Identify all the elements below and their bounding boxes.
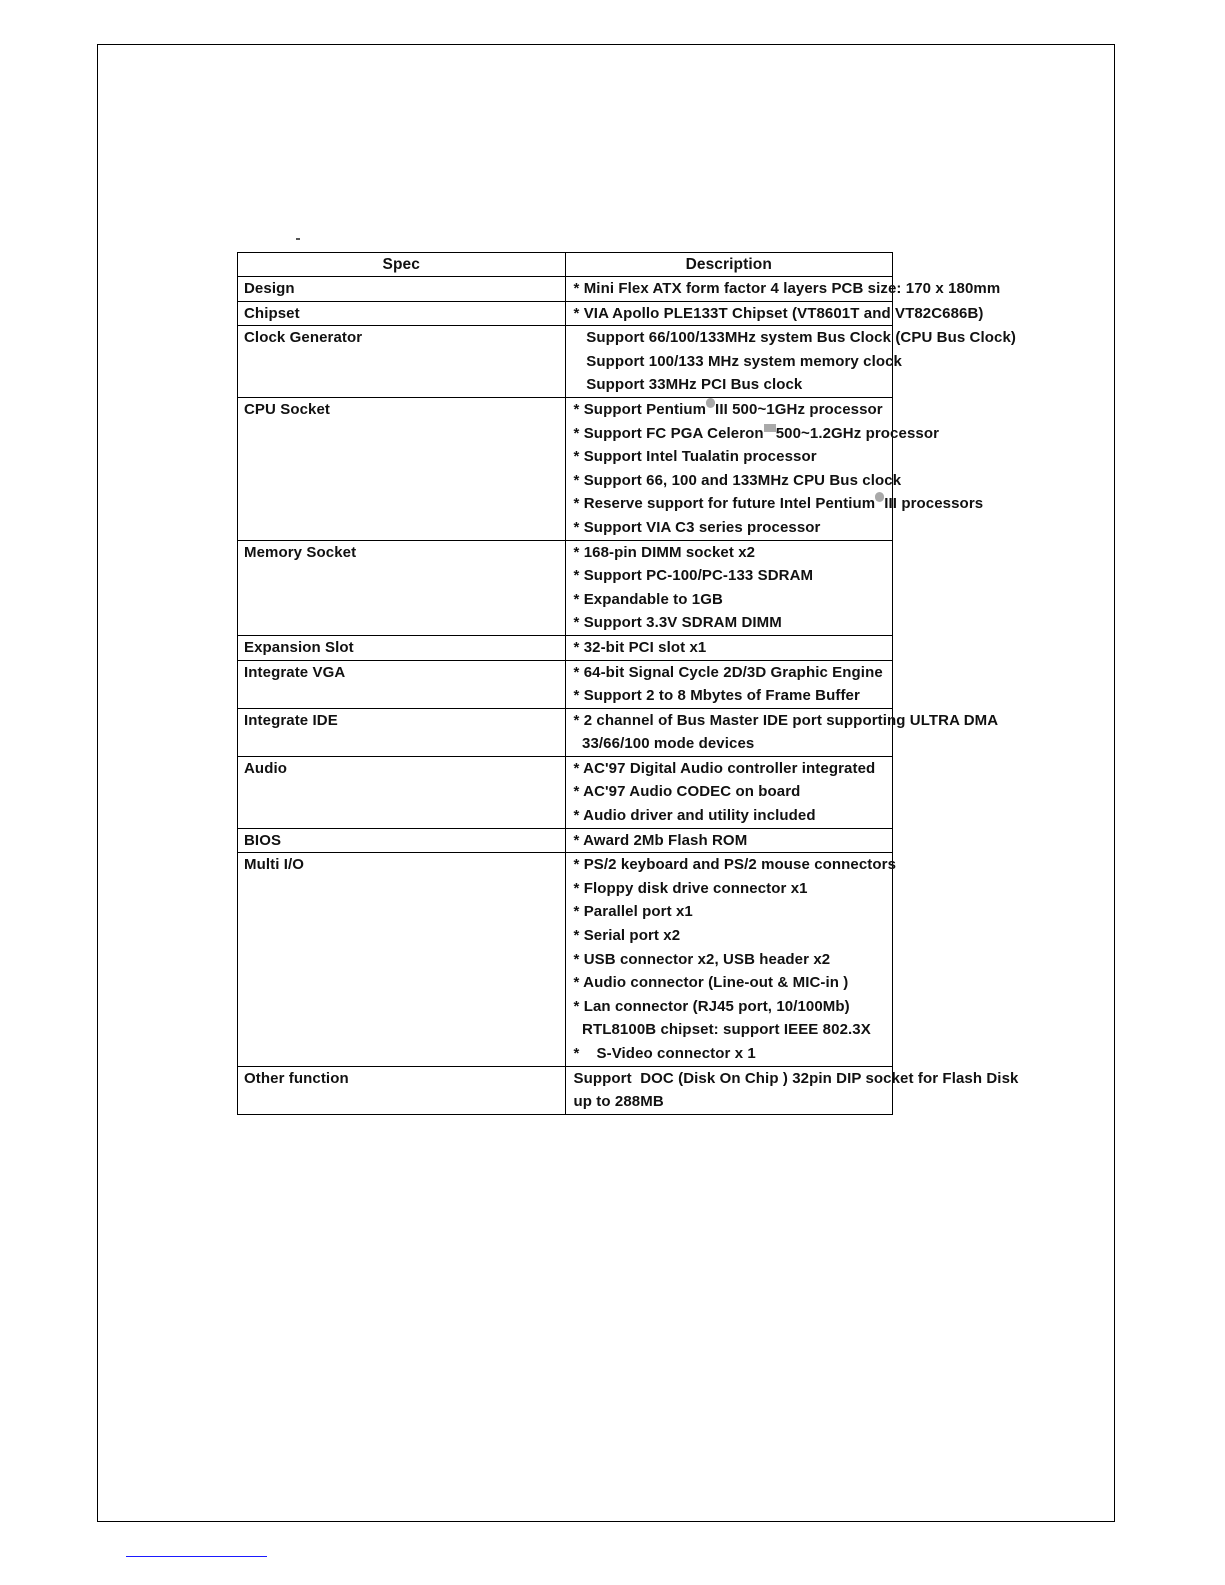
description-text: * 168-pin DIMM socket x2 [573,543,756,561]
description-line [573,469,902,493]
description-line [574,445,893,469]
description-text: * PS/2 keyboard and PS/2 mouse connectors [573,856,897,874]
description-text: RTL8100B chipset: support IEEE 802.3X [573,1021,871,1039]
spec-description [565,1066,1019,1114]
table-header-row [238,253,893,277]
description-line [574,541,893,565]
spec-description [565,540,893,635]
description-line [574,564,893,588]
spec-name: Chipset [238,301,566,326]
description-line [574,877,893,901]
description-text: * Lan connector (RJ45 port, 10/100Mb) [573,997,850,1015]
spec-description [565,397,984,540]
table-row [238,660,893,708]
description-text: * Expandable to 1GB [573,590,723,608]
table-row [238,708,893,756]
description-line [574,636,893,660]
description-line [573,277,1001,301]
spec-description [565,828,893,853]
description-text: Support 33MHz PCI Bus clock [573,376,803,394]
description-line [574,829,893,853]
trademark-symbol-icon [875,492,884,502]
description-text: * 64-bit Signal Cycle 2D/3D Graphic Engine [573,663,883,681]
spec-name: Audio [238,756,566,828]
description-text: * Support PC-100/PC-133 SDRAM [573,567,814,585]
description-line [573,422,940,446]
description-text: * Award 2Mb Flash ROM [573,831,748,849]
description-line [574,732,893,756]
description-line [573,853,897,877]
table-row [238,853,893,1066]
description-text: Support 100/133 MHz system memory clock [573,352,902,370]
spec-name: Multi I/O [238,853,566,1066]
stray-mark [296,238,300,240]
spec-description [565,756,893,828]
description-text: * Support Pentium [573,400,707,418]
description-line [574,900,893,924]
spec-description [565,277,1001,302]
trademark-symbol-icon [706,398,715,408]
description-line [574,398,893,422]
description-text: * Floppy disk drive connector x1 [573,879,808,897]
spec-name: BIOS [238,828,566,853]
description-text: Support 66/100/133MHz system Bus Clock (CPU Bus Clock) [573,329,1016,347]
description-text: * Support 66, 100 and 133MHz CPU Bus clock [573,471,902,489]
trademark-symbol-icon [764,424,776,432]
description-text: * Support Intel Tualatin processor [573,448,817,466]
description-text: * Mini Flex ATX form factor 4 layers PCB size: 170 x 180mm [573,280,1001,297]
description-line [574,684,893,708]
table-row [238,540,893,635]
description-line [573,302,984,326]
description-text: * Support 3.3V SDRAM DIMM [573,614,782,632]
footer-link-underline [126,1556,267,1557]
description-text: * Support 2 to 8 Mbytes of Frame Buffer [573,687,860,705]
spec-name: Expansion Slot [238,635,566,660]
description-line [574,971,893,995]
description-line [573,326,1016,350]
spec-name: Memory Socket [238,540,566,635]
description-text: Support DOC (Disk On Chip ) 32pin DIP socket for Flash Disk [573,1069,1019,1087]
spec-description [565,326,1016,398]
description-text: * Audio driver and utility included [573,807,816,825]
description-line [574,924,893,948]
table-row [238,277,893,302]
spec-name: Integrate IDE [238,708,566,756]
spec-name: Integrate VGA [238,660,566,708]
description-line [574,1042,893,1066]
description-text: * VIA Apollo PLE133T Chipset (VT8601T and VT82C686B) [573,304,984,322]
description-line [573,350,902,374]
spec-description [565,301,984,326]
description-line [574,1018,893,1042]
description-text: * Reserve support for future Intel Pentium [573,495,876,513]
column-header-spec: Spec [238,253,566,277]
description-text: * Audio connector (Line-out & MIC-in ) [573,974,849,992]
description-line [574,804,893,828]
description-text-continued: 500~1.2GHz processor [775,424,940,442]
description-line [573,1067,1019,1091]
table-row [238,397,893,540]
description-text: * 32-bit PCI slot x1 [573,638,707,656]
description-line [574,373,893,397]
description-text: * 2 channel of Bus Master IDE port supporting ULTRA DMA [573,711,999,729]
description-text: * AC'97 Digital Audio controller integrated [573,759,876,777]
description-line [574,757,893,781]
description-text: * Serial port x2 [573,927,681,945]
description-text: * S-Video connector x 1 [573,1045,756,1062]
spec-description [565,853,897,1066]
column-header-description: Description [565,253,893,277]
description-line [574,1090,893,1114]
description-line [574,948,893,972]
description-text-continued: III processors [884,495,984,513]
description-text: * Support FC PGA Celeron [573,424,764,442]
table-row [238,635,893,660]
description-line [574,611,893,635]
description-line [574,661,893,685]
description-text: * Parallel port x1 [573,903,693,921]
table-row [238,756,893,828]
description-line [574,780,893,804]
table-row [238,1066,893,1114]
description-text-continued: III 500~1GHz processor [715,400,883,418]
description-text: up to 288MB [573,1093,664,1111]
table-row [238,828,893,853]
spec-description [565,660,893,708]
description-line [573,709,999,733]
spec-table [237,252,1019,1115]
spec-name: CPU Socket [238,397,566,540]
spec-name: Clock Generator [238,326,566,398]
description-line [573,492,984,516]
description-text: * Support VIA C3 series processor [573,518,821,536]
description-text: * AC'97 Audio CODEC on board [573,783,801,801]
spec-name: Design [238,277,566,302]
description-line [574,588,893,612]
description-text: * USB connector x2, USB header x2 [573,950,831,968]
description-line [574,995,893,1019]
spec-table-body [238,277,1019,1115]
spec-description [565,708,999,756]
description-line [574,516,893,540]
table-row [238,301,893,326]
table-row [238,326,893,398]
description-text: 33/66/100 mode devices [573,735,755,753]
spec-name: Other function [238,1066,566,1114]
spec-description [565,635,893,660]
